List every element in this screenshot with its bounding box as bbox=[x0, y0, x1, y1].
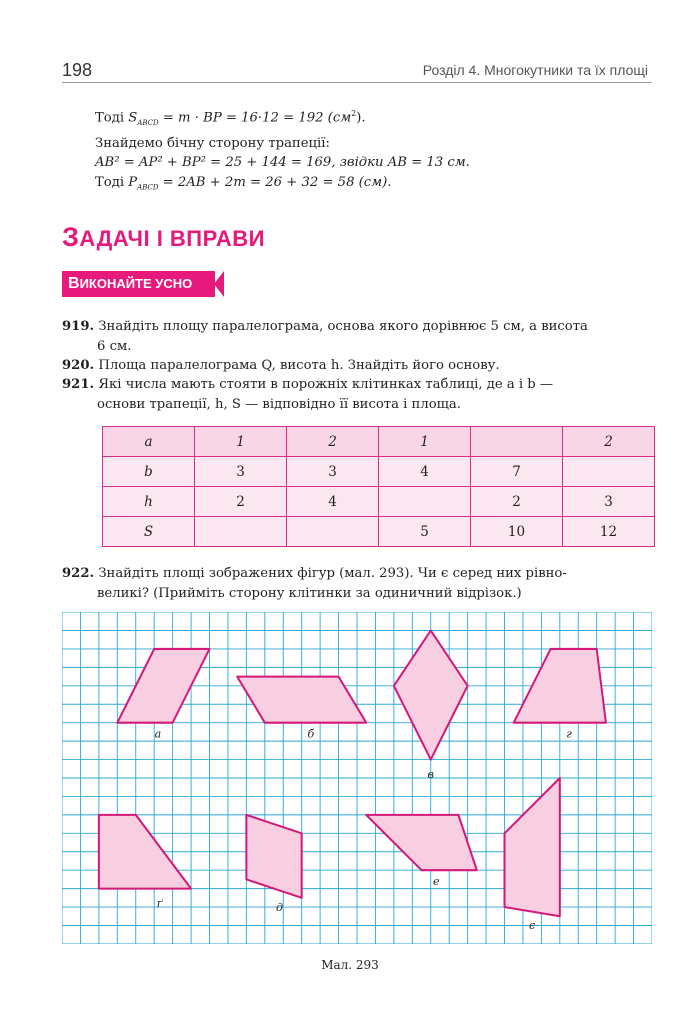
figure-d-label: д bbox=[276, 900, 284, 914]
section-title bbox=[62, 222, 265, 253]
page-number: 198 bbox=[62, 60, 93, 80]
row-label-b: b bbox=[103, 457, 195, 487]
section-title-rest: АДАЧІ І ВПРАВИ bbox=[79, 226, 265, 251]
intro-line-3-text: AB² = AP² + BP² = 25 + 144 = 169, звідки AB = 13 см. bbox=[95, 155, 470, 171]
table-cell bbox=[379, 487, 471, 517]
table-cell bbox=[287, 517, 379, 547]
tag-rest: ИКОНАЙТЕ УСНО bbox=[79, 276, 193, 291]
table-cell: 12 bbox=[563, 517, 655, 547]
exercise-number: 920. bbox=[62, 358, 95, 373]
exercise-number: 921. bbox=[62, 377, 95, 392]
intro-line-4-rest: = 2AB + 2m = 26 + 32 = 58 (см). bbox=[158, 174, 392, 190]
table-row-s bbox=[103, 517, 655, 547]
intro-formula-p: P bbox=[128, 174, 138, 190]
tag-initial: В bbox=[68, 275, 80, 292]
header-divider bbox=[62, 82, 652, 83]
figure-caption: Мал. 293 bbox=[321, 958, 379, 972]
table-cell: 3 bbox=[287, 457, 379, 487]
figure-ye-label: є bbox=[529, 919, 536, 933]
figure-e-label: е bbox=[433, 874, 440, 888]
intro-sub-4: ABCD bbox=[137, 183, 159, 192]
table-cell: 5 bbox=[379, 517, 471, 547]
oral-exercises-tag bbox=[62, 271, 214, 297]
intro-line-1-prefix: Тоді bbox=[95, 110, 129, 126]
figure-a-label: а bbox=[154, 727, 162, 741]
figure-293 bbox=[62, 612, 652, 948]
table-cell bbox=[195, 517, 287, 547]
exercise-920 bbox=[62, 356, 652, 376]
section-title-initial: З bbox=[62, 222, 80, 252]
table-row-a bbox=[103, 427, 655, 457]
table-cell: 7 bbox=[471, 457, 563, 487]
intro-sub-1: ABCD bbox=[137, 119, 159, 128]
exercise-text-cont: 6 см. bbox=[97, 338, 132, 354]
intro-sup-1: 2 bbox=[351, 109, 357, 118]
table-cell: 4 bbox=[287, 487, 379, 517]
intro-line-1-end: ). bbox=[356, 110, 366, 126]
figure-b bbox=[237, 677, 366, 723]
table-row-h bbox=[103, 487, 655, 517]
figure-v-label: в bbox=[427, 768, 434, 781]
figure-ye bbox=[505, 778, 560, 916]
table-row-b bbox=[103, 457, 655, 487]
intro-line-2: Знайдемо бічну сторону трапеції: bbox=[95, 135, 330, 151]
intro-line-3 bbox=[95, 153, 470, 173]
figure-g-label: ґ bbox=[156, 897, 163, 911]
table-cell: 2 bbox=[195, 487, 287, 517]
exercise-text: Знайдіть площу паралелограма, основа якого дорівнює 5 см, а висота bbox=[94, 319, 588, 334]
intro-solution bbox=[95, 104, 470, 198]
exercise-922 bbox=[62, 564, 652, 603]
exercise-921 bbox=[62, 375, 652, 414]
row-label-h: h bbox=[103, 487, 195, 517]
intro-line-4-prefix: Тоді bbox=[95, 174, 129, 190]
row-label-a: a bbox=[103, 427, 195, 457]
grid-figure bbox=[62, 612, 652, 944]
exercise-text-cont: великі? (Прийміть сторону клітинки за одиничний відрізок.) bbox=[97, 585, 522, 601]
intro-formula-s: S bbox=[128, 110, 138, 126]
table-cell: 2 bbox=[471, 487, 563, 517]
exercise-number: 919. bbox=[62, 319, 95, 334]
table-cell: 1 bbox=[195, 427, 287, 457]
table-cell: 3 bbox=[563, 487, 655, 517]
table-cell: 4 bbox=[379, 457, 471, 487]
exercise-text: Площа паралелограма Q, висота h. Знайдіть його основу. bbox=[94, 358, 500, 373]
row-label-s: S bbox=[103, 517, 195, 547]
table-cell: 1 bbox=[379, 427, 471, 457]
table-cell: 2 bbox=[287, 427, 379, 457]
intro-line-4 bbox=[95, 173, 470, 198]
exercise-text: Знайдіть площі зображених фігур (мал. 293). Чи є серед них рівно- bbox=[94, 566, 567, 581]
tag-arrow bbox=[214, 271, 224, 297]
chapter-title: Розділ 4. Многокутники та їх площі bbox=[422, 62, 648, 78]
figure-v bbox=[394, 631, 468, 760]
figure-h-label: г bbox=[566, 727, 572, 741]
exercise-number: 922. bbox=[62, 566, 95, 581]
figure-e bbox=[366, 815, 477, 870]
table-cell: 3 bbox=[195, 457, 287, 487]
intro-line-1-rest: = m · BP = 16·12 = 192 (см bbox=[158, 110, 352, 126]
table-cell bbox=[471, 427, 563, 457]
figure-d bbox=[246, 815, 301, 898]
table-cell bbox=[563, 457, 655, 487]
intro-line-1 bbox=[95, 104, 470, 134]
figure-b-label: б bbox=[307, 727, 315, 741]
exercise-919 bbox=[62, 317, 652, 356]
exercise-text-cont: основи трапеції, h, S — відповідно її висота і площа. bbox=[97, 396, 461, 412]
table-cell: 10 bbox=[471, 517, 563, 547]
exercise-text: Які числа мають стояти в порожніх клітинках таблиці, де a і b — bbox=[94, 377, 554, 392]
trapezoid-table bbox=[102, 426, 655, 547]
table-cell: 2 bbox=[563, 427, 655, 457]
